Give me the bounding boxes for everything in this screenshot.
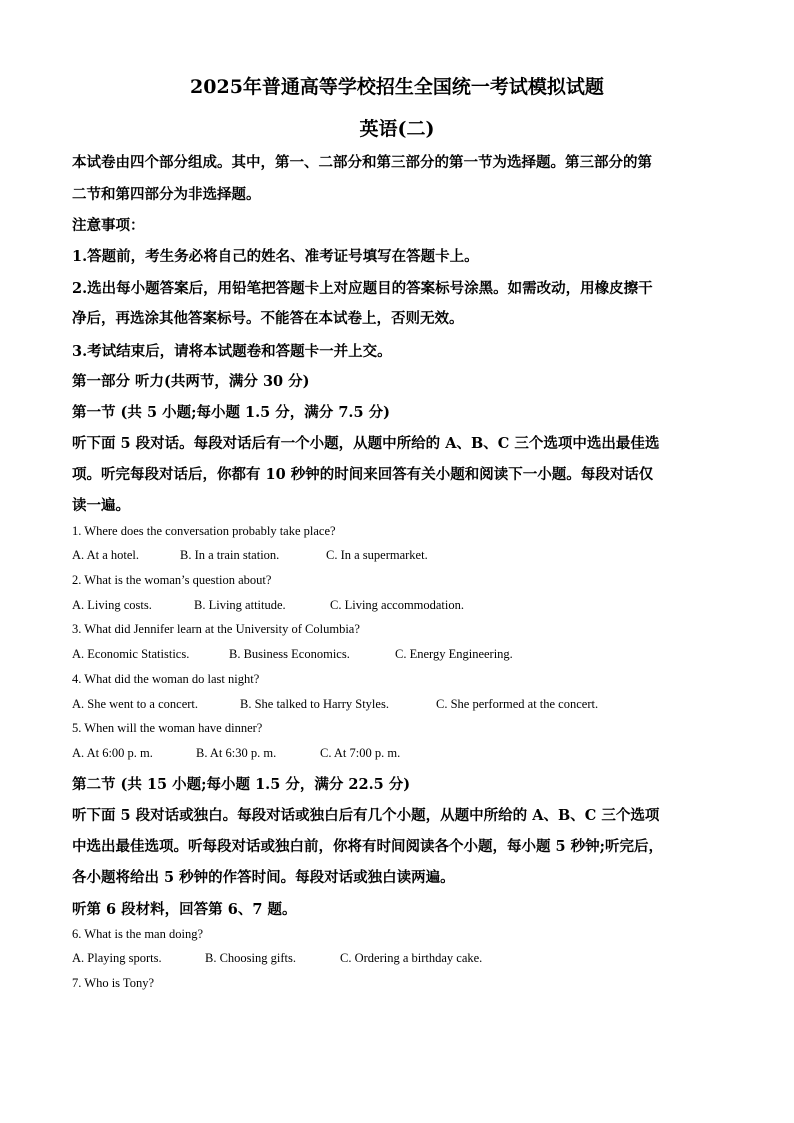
section1-heading: 第一节 (共 5 小题;每小题 1.5 分，满分 7.5 分) [72, 404, 390, 421]
note-3: 3.考试结束后，请将本试题卷和答题卡一并上交。 [72, 343, 392, 360]
exam-title: 2025年普通高等学校招生全国统一考试模拟试题 [190, 76, 604, 98]
question-5-option-c: C. At 7:00 p. m. [320, 746, 401, 760]
note-2-line-2: 净后，再选涂其他答案标号。不能答在本试卷上，否则无效。 [72, 310, 464, 327]
question-3-option-b: B. Business Economics. [229, 647, 350, 661]
intro-line-1: 本试卷由四个部分组成。其中，第一、二部分和第三部分的第一节为选择题。第三部分的第 [72, 154, 652, 171]
question-6-option-b: B. Choosing gifts. [205, 951, 296, 965]
exam-subtitle: 英语(二) [359, 118, 435, 140]
question-5-option-b: B. At 6:30 p. m. [196, 746, 277, 760]
section2-instructions-line-3: 各小题将给出 5 秒钟的作答时间。每段对话或独白读两遍。 [72, 869, 455, 886]
part1-heading: 第一部分 听力(共两节，满分 30 分) [72, 373, 310, 390]
question-4-option-a: A. She went to a concert. [72, 697, 199, 711]
question-3: 3. What did Jennifer learn at the University of Columbia? [72, 622, 360, 636]
section1-instructions-line-3: 读一遍。 [72, 497, 130, 514]
material-6-heading: 听第 6 段材料，回答第 6、7 题。 [72, 901, 297, 918]
question-3-option-c: C. Energy Engineering. [395, 647, 513, 661]
note-2-line-1: 2.选出每小题答案后，用铅笔把答题卡上对应题目的答案标号涂黑。如需改动，用橡皮擦干 [72, 280, 653, 297]
question-5: 5. When will the woman have dinner? [72, 721, 263, 735]
question-2-option-b: B. Living attitude. [194, 598, 286, 612]
note-1: 1.答题前，考生务必将自己的姓名、准考证号填写在答题卡上。 [72, 248, 479, 265]
section2-instructions-line-2: 中选出最佳选项。听每段对话或独白前，你将有时间阅读各个小题，每小题 5 秒钟;听完后， [72, 838, 664, 855]
question-4-option-c: C. She performed at the concert. [436, 697, 599, 711]
question-3-option-a: A. Economic Statistics. [72, 647, 190, 661]
question-2-option-a: A. Living costs. [72, 598, 152, 612]
intro-line-2: 二节和第四部分为非选择题。 [72, 186, 261, 203]
question-1-option-c: C. In a supermarket. [326, 548, 428, 562]
question-2: 2. What is the woman’s question about? [72, 573, 272, 587]
question-4: 4. What did the woman do last night? [72, 672, 260, 686]
question-6-option-a: A. Playing sports. [72, 951, 162, 965]
section2-heading: 第二节 (共 15 小题;每小题 1.5 分，满分 22.5 分) [72, 776, 411, 793]
notes-heading: 注意事项： [72, 217, 145, 234]
question-7: 7. Who is Tony? [72, 976, 154, 990]
section2-instructions-line-1: 听下面 5 段对话或独白。每段对话或独白后有几个小题，从题中所给的 A、B、C 三个选项 [72, 807, 660, 824]
section1-instructions-line-2: 项。听完每段对话后，你都有 10 秒钟的时间来回答有关小题和阅读下一小题。每段对话仅 [72, 466, 654, 483]
question-4-option-b: B. She talked to Harry Styles. [240, 697, 389, 711]
question-1: 1. Where does the conversation probably take place? [72, 524, 336, 538]
question-2-option-c: C. Living accommodation. [330, 598, 465, 612]
section1-instructions-line-1: 听下面 5 段对话。每段对话后有一个小题，从题中所给的 A、B、C 三个选项中选出最佳选 [72, 435, 660, 452]
question-6-option-c: C. Ordering a birthday cake. [340, 951, 483, 965]
question-1-option-a: A. At a hotel. [72, 548, 140, 562]
question-1-option-b: B. In a train station. [180, 548, 280, 562]
question-6: 6. What is the man doing? [72, 927, 203, 941]
question-5-option-a: A. At 6:00 p. m. [72, 746, 153, 760]
